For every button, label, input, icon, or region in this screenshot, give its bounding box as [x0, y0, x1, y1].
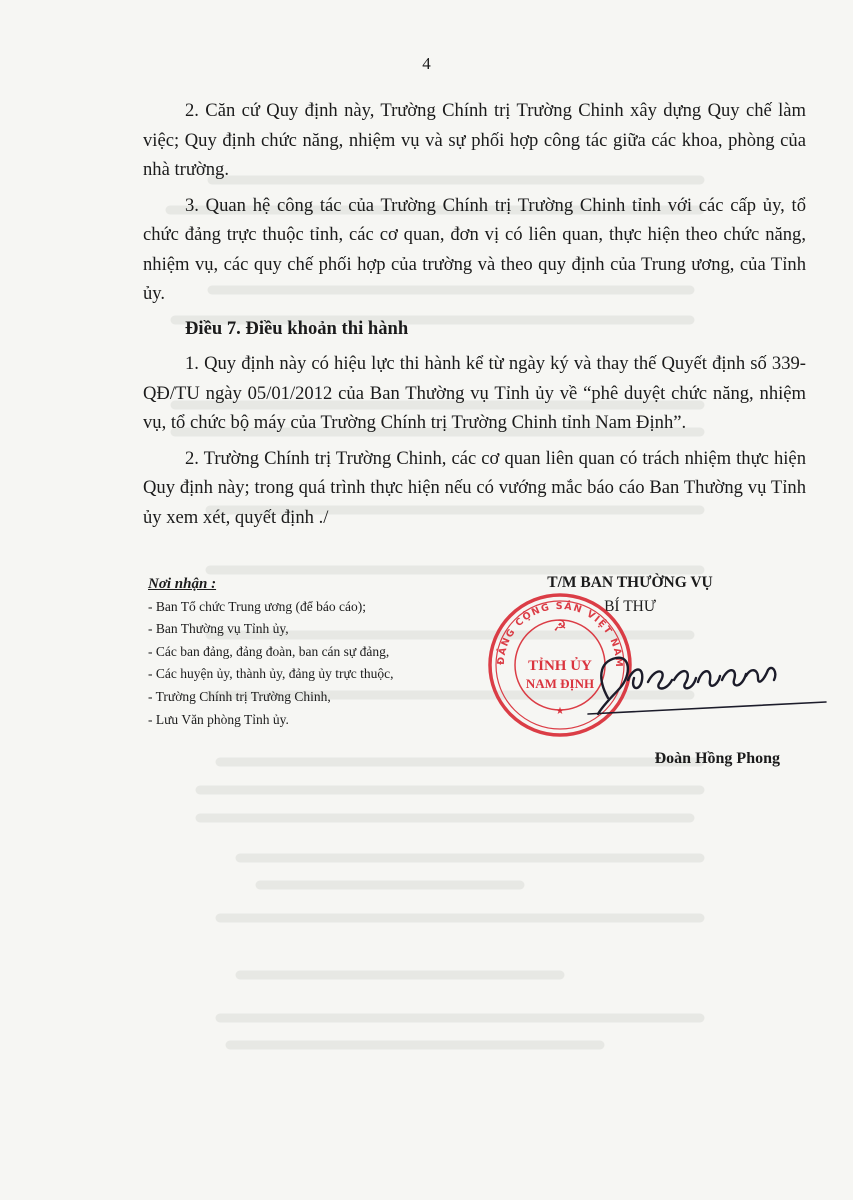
article-7-clause-1: 1. Quy định này có hiệu lực thi hành kể từ ngày ký và thay thế Quyết định số 339-QĐ/TU ngày 05/01/2012 của Ban Thường vụ Tỉnh ủy về “phê duyệt chức năng, nhiệm vụ, tổ chức bộ máy của Trường Chính trị Trường Chinh tỉnh Nam Định”. [143, 353, 806, 433]
seal-star-icon: ★ [555, 706, 565, 717]
article-7-clause-2: 2. Trường Chính trị Trường Chinh, các cơ quan liên quan có trách nhiệm thực hiện Quy định này; trong quá trình thực hiện nếu có vướng mắc báo cáo Ban Thường vụ Tỉnh ủy xem xét, quyết định ./ [143, 447, 806, 528]
signer-name: Đoàn Hồng Phong [654, 750, 780, 767]
handwritten-signature [568, 640, 828, 720]
recipients-list [148, 596, 478, 732]
recipient-item: - Các huyện ủy, thành ủy, đảng ủy trực thuộc, [148, 666, 394, 682]
recipient-item: - Ban Tổ chức Trung ương (để báo cáo); [148, 598, 366, 614]
signature-title: T/M BAN THƯỜNG VỤ [547, 574, 713, 591]
recipient-item: - Các ban đảng, đảng đoàn, ban cán sự đảng, [148, 643, 390, 659]
recipient-item: - Lưu Văn phòng Tỉnh ủy. [148, 711, 289, 727]
page-number: 4 [422, 54, 431, 73]
paragraph-clause-3: 3. Quan hệ công tác của Trường Chính trị Trường Chinh tỉnh với các cấp ủy, tổ chức đảng trực thuộc tỉnh, các cơ quan, đơn vị có liên quan, thực hiện theo chức năng, nhiệm vụ, các quy chế phối hợp của trường và theo quy định của Trung ương, của Tỉnh ủy. [143, 194, 806, 304]
article-7-heading: Điều 7. Điều khoản thi hành [185, 317, 409, 339]
recipients-title: Nơi nhận : [148, 576, 217, 592]
seal-center-line-2: NAM ĐỊNH [525, 676, 595, 691]
recipients-block [148, 573, 478, 731]
paragraph-clause-2: 2. Căn cứ Quy định này, Trường Chính trị Trường Chinh xây dựng Quy chế làm việc; Quy định chức năng, nhiệm vụ và sự phối hợp công tác giữa các khoa, phòng của nhà trường. [143, 100, 806, 180]
signature-role: BÍ THƯ [604, 598, 656, 615]
hammer-sickle-icon: ☭ [553, 617, 567, 635]
recipient-item: - Trường Chính trị Trường Chinh, [148, 688, 331, 704]
seal-ring-text: ĐẢNG CỘNG SẢN VIỆT NAM [495, 600, 625, 669]
document-body [143, 96, 806, 532]
recipient-item: - Ban Thường vụ Tỉnh ủy, [148, 621, 289, 637]
seal-center-line-1: TỈNH ỦY [528, 658, 592, 674]
